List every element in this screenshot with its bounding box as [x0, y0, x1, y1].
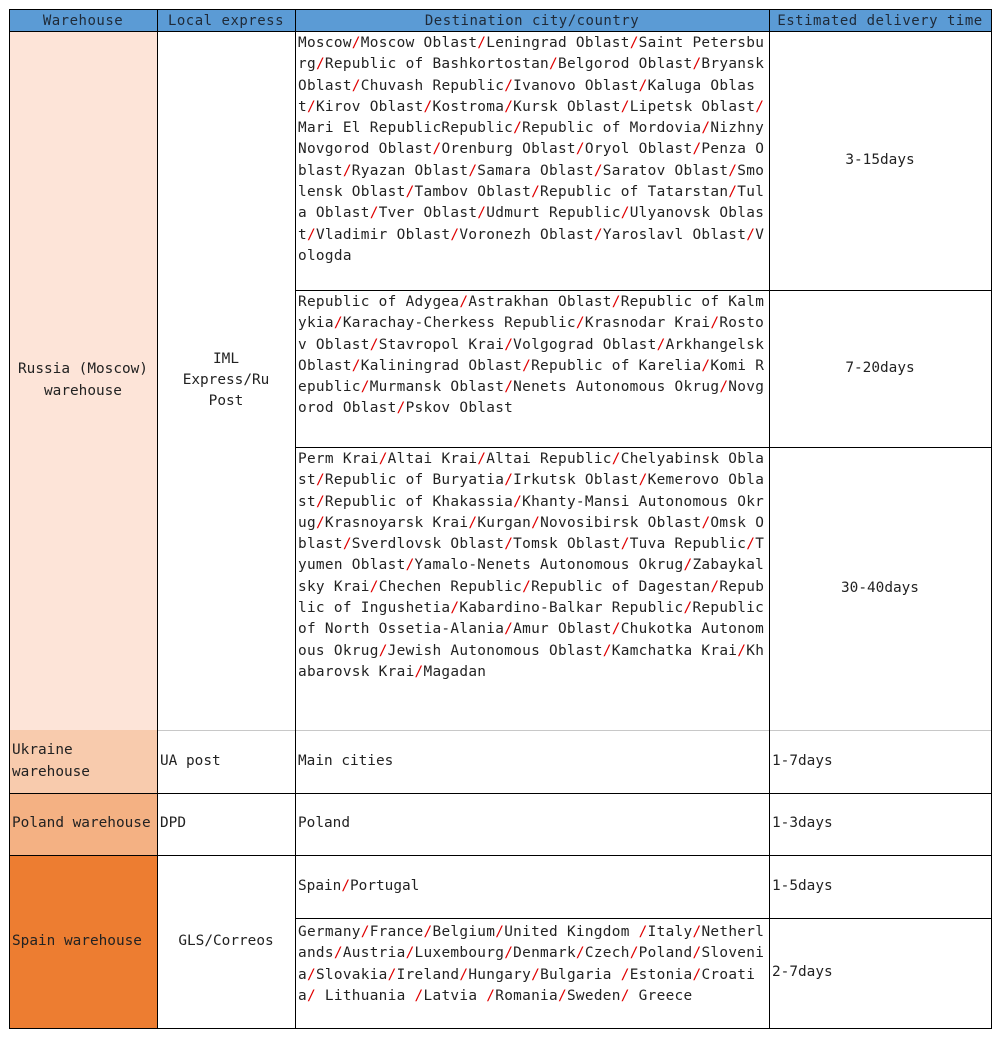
warehouse-russia-label: Russia (Moscow) warehouse: [18, 361, 148, 399]
grid-line: [991, 9, 992, 1029]
express-spain: [157, 855, 295, 1028]
header-warehouse: Warehouse: [9, 10, 157, 31]
warehouse-poland-label: Poland warehouse: [12, 815, 151, 832]
time-ukraine-text: 1-7days: [772, 752, 833, 769]
grid-line: [295, 447, 992, 448]
grid-line: [157, 9, 158, 1029]
time-russia-zone2: [769, 290, 991, 447]
time-russia-zone3-text: 30-40days: [841, 579, 919, 596]
time-poland: [769, 793, 991, 855]
express-ukraine: [157, 730, 295, 793]
destination-russia-zone1-text: Moscow/Moscow Oblast/Leningrad Oblast/Saint Petersburg/Republic of Bashkortostan/Belgorod Oblast/Bryansk Oblast/Chuvash Republic/Ivanovo Oblast/Kaluga Oblast/Kirov Oblast/Kostroma/Kursk Oblast/Lipetsk Oblast/Mari El RepublicRepublic/Republic of Mordovia/Nizhny Novgorod Oblast/Orenburg Oblast/Oryol Oblast/Penza Oblast/Ryazan Oblast/Samara Oblast/Saratov Oblast/Smolensk Oblast/Tambov Oblast/Republic of Tatarstan/Tula Oblast/Tver Oblast/Udmurt Republic/Ulyanovsk Oblast/Vladimir Oblast/Voronezh Oblast/Yaroslavl Oblast/Vologda: [298, 35, 765, 264]
express-poland-label: DPD: [160, 815, 186, 832]
destination-ukraine-text: Main cities: [298, 752, 394, 769]
grid-line: [9, 9, 10, 1029]
warehouse-ukraine-label: Ukraine warehouse: [12, 742, 90, 780]
warehouse-russia: [9, 31, 157, 730]
warehouse-ukraine: [9, 730, 157, 793]
express-ukraine-label: UA post: [160, 752, 221, 769]
express-russia: [157, 31, 295, 730]
time-russia-zone3: [769, 447, 991, 730]
time-russia-zone1: [769, 31, 991, 290]
time-poland-text: 1-3days: [772, 815, 833, 832]
destination-spain-zone2: [295, 918, 769, 1028]
header-destination: Destination city/country: [295, 10, 769, 31]
time-spain-zone2-text: 2-7days: [772, 964, 833, 981]
time-spain-zone2: [769, 918, 991, 1028]
destination-russia-zone1: [295, 31, 769, 290]
destination-ukraine: [295, 730, 769, 793]
grid-line: [157, 730, 992, 731]
destination-poland-text: Poland: [298, 815, 350, 832]
header-delivery-time: Estimated delivery time: [769, 10, 991, 31]
time-spain-zone1-text: 1-5days: [772, 877, 833, 894]
time-russia-zone1-text: 3-15days: [845, 151, 915, 168]
destination-russia-zone3: [295, 447, 769, 728]
destination-spain-zone1-text: Spain/Portugal: [298, 877, 420, 894]
express-spain-label: GLS/Correos: [178, 932, 274, 949]
destination-russia-zone2: [295, 290, 769, 447]
express-russia-label: IML Express/Ru Post: [182, 350, 270, 410]
time-ukraine: [769, 730, 991, 793]
time-spain-zone1: [769, 855, 991, 918]
destination-russia-zone3-text: Perm Krai/Altai Krai/Altai Republic/Chelyabinsk Oblast/Republic of Buryatia/Irkutsk Oblast/Kemerovo Oblast/Republic of Khakassia/Khanty-Mansi Autonomous Okrug/Krasnoyarsk Krai/Kurgan/Novosibirsk Oblast/Omsk Oblast/Sverdlovsk Oblast/Tomsk Oblast/Tuva Republic/Tyumen Oblast/Yamalo-Nenets Autonomous Okrug/Zabaykalsky Krai/Chechen Republic/Republic of Dagestan/Republic of Ingushetia/Kabardino-Balkar Republic/Republic of North Ossetia-Alania/Amur Oblast/Chukotka Autonomous Okrug/Jewish Autonomous Oblast/Kamchatka Krai/Khabarovsk Krai/Magadan: [298, 451, 765, 680]
destination-russia-zone2-text: Republic of Adygea/Astrakhan Oblast/Republic of Kalmykia/Karachay-Cherkess Republic/Krasnodar Krai/Rostov Oblast/Stavropol Krai/Volgograd Oblast/Arkhangelsk Oblast/Kaliningrad Oblast/Republic of Karelia/Komi Republic/Murmansk Oblast/Nenets Autonomous Okrug/Novgorod Oblast/Pskov Oblast: [298, 294, 765, 417]
grid-line: [295, 290, 992, 291]
warehouse-spain: [9, 855, 157, 1028]
time-russia-zone2-text: 7-20days: [845, 359, 915, 376]
grid-line: [295, 9, 296, 1029]
grid-line: [295, 918, 992, 919]
destination-spain-zone1: [295, 855, 769, 918]
express-poland: [157, 793, 295, 855]
destination-poland: [295, 793, 769, 855]
header-local-express: Local express: [157, 10, 295, 31]
grid-line: [769, 9, 770, 1029]
destination-spain-zone2-text: Germany/France/Belgium/United Kingdom /Italy/Netherlands/Austria/Luxembourg/Denmark/Czech/Poland/Slovenia/Slovakia/Ireland/Hungary/Bulgaria /Estonia/Croatia/ Lithuania /Latvia /Romania/Sweden/ Greece: [298, 924, 765, 1004]
warehouse-poland: [9, 793, 157, 855]
warehouse-spain-label: Spain warehouse: [12, 932, 142, 949]
